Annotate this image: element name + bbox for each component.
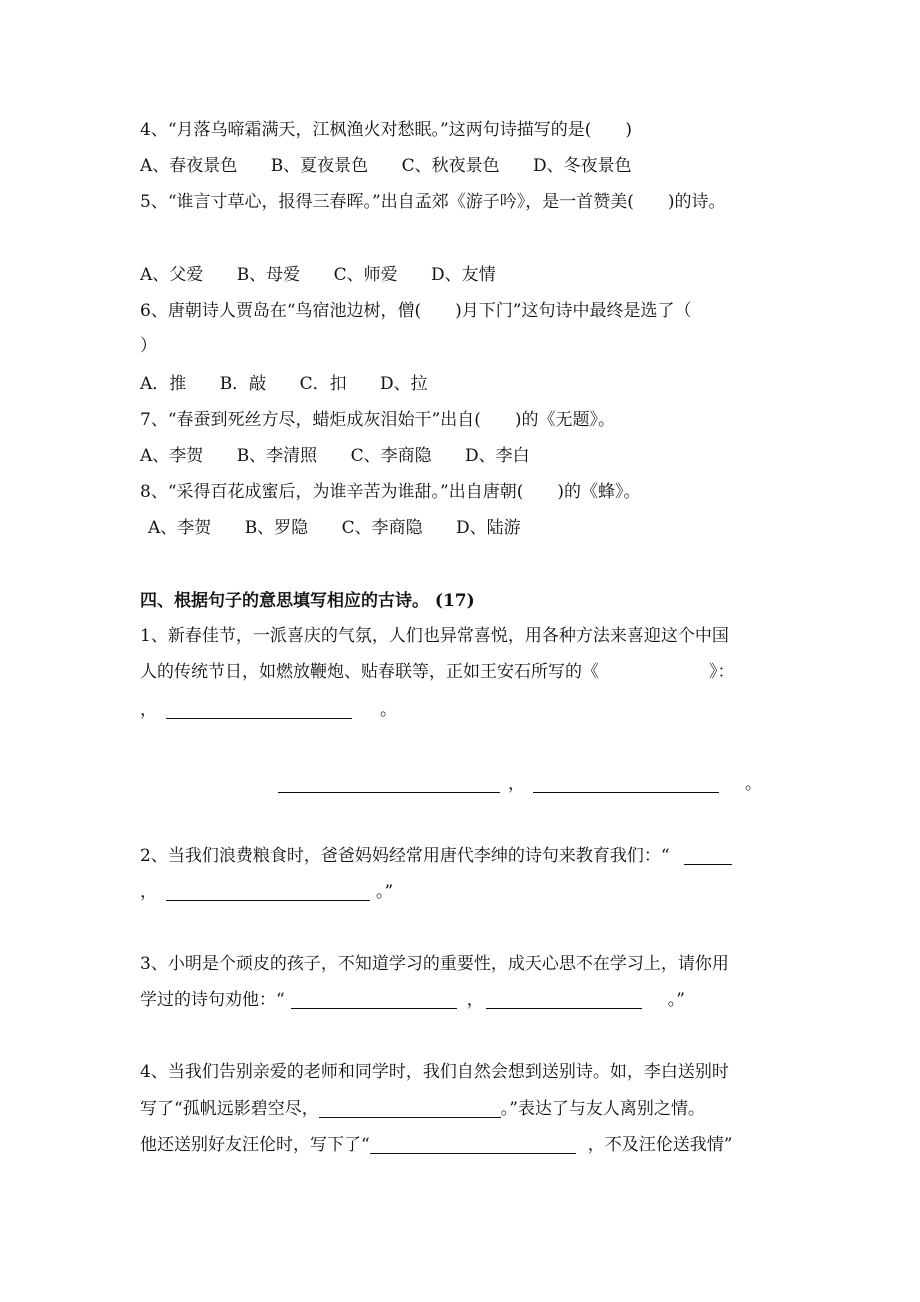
q4-option-d[interactable]: D、冬夜景色 [533,156,632,176]
s4-p2-text: 2、当我们浪费粮食时，爸爸妈妈经常用唐代李绅的诗句来教育我们：“ [140,846,670,866]
q5-option-b[interactable]: B、母爱 [236,265,301,285]
q6-option-a[interactable]: A．推 [140,374,187,394]
q6-option-d[interactable]: D、拉 [380,374,428,394]
q4-option-a[interactable]: A、春夜景色 [140,156,238,176]
q5-options [140,264,524,286]
p2-answer-blank-1[interactable] [684,846,732,865]
q7-option-a[interactable]: A、李贺 [140,446,204,466]
q6-option-b[interactable]: B．敲 [219,374,267,394]
q5-option-d[interactable]: D、友情 [431,265,496,285]
s4-p4-text-c: 他还送别好友汪伦时，写下了“ [140,1135,370,1155]
s4-p2-end: 。” [376,882,394,902]
p2-answer-blank-2[interactable] [166,882,370,901]
s4-p3-text: 学过的诗句劝他：“ [140,990,285,1010]
q5-option-a[interactable]: A、父爱 [140,265,204,285]
s4-p2-line2 [140,881,393,903]
p4-answer-blank-1[interactable] [319,1099,501,1118]
s4-p1-line2a: 人的传统节日，如燃放鞭炮、贴春联等，正如王安石所写的《 [140,662,599,682]
s4-p1-line2b: 》： [709,662,735,682]
p1-answer-blank-3[interactable] [533,774,719,793]
q8-stem: 8、“采得百花成蜜后，为谁辛苦为谁甜。”出自唐朝( )的《蜂》。 [140,482,641,502]
q8-options [148,517,549,539]
q6-option-c[interactable]: C．扣 [299,374,347,394]
p3-answer-blank-2[interactable] [486,990,642,1009]
q7-options [140,445,558,467]
s4-p3-line2 [140,989,685,1011]
s4-p4-text-d: ，不及汪伦送我情” [587,1135,733,1155]
s4-p1-line2 [140,661,735,683]
s4-p2-line1 [140,845,732,867]
s4-p3-line1: 3、小明是个顽皮的孩子，不知道学习的重要性，成天心思不在学习上，请你用 [140,954,729,974]
q8-option-a[interactable]: A、李贺 [148,518,212,538]
comma: ， [508,774,525,794]
p1-answer-blank-1[interactable] [166,700,352,719]
p4-answer-blank-2[interactable] [370,1135,576,1154]
q4-stem: 4、“月落乌啼霜满天，江枫渔火对愁眠。”这两句诗描写的是( ) [140,120,632,140]
s4-p4-line2 [140,1098,705,1120]
period: 。 [380,700,397,720]
q6-stem-cont: ） [140,336,157,356]
q8-option-c[interactable]: C、李商隐 [341,518,423,538]
q8-option-d[interactable]: D、陆游 [456,518,521,538]
q7-option-b[interactable]: B、李清照 [236,446,318,466]
s4-p4-line3 [140,1134,732,1156]
q6-options [140,373,456,395]
comma: ， [140,882,157,902]
q8-option-b[interactable]: B、罗隐 [244,518,309,538]
q5-option-c[interactable]: C、师爱 [333,265,398,285]
period: 。 [745,774,762,794]
comma: ， [466,990,484,1010]
comma: ， [140,700,157,720]
s4-p4-text-a: 写了“孤帆远影碧空尽， [140,1099,319,1119]
q7-stem: 7、“春蚕到死丝方尽，蜡炬成灰泪始干”出自( )的《无题》。 [140,410,615,430]
s4-p1-line1: 1、新春佳节，一派喜庆的气氛，人们也异常喜悦，用各种方法来喜迎这个中国 [140,626,729,646]
q7-option-d[interactable]: D、李白 [465,446,530,466]
q6-stem: 6、唐朝诗人贾岛在“鸟宿池边树，僧( )月下门”这句诗中最终是选了（ [140,301,692,321]
s4-p4-line1: 4、当我们告别亲爱的老师和同学时，我们自然会想到送别诗。如，李白送别时 [140,1062,729,1082]
s4-p1-line3 [140,699,397,721]
s4-p3-end: 。” [667,990,685,1010]
q4-option-b[interactable]: B、夏夜景色 [270,156,369,176]
q4-options [140,155,660,177]
q4-option-c[interactable]: C、秋夜景色 [401,156,500,176]
section4-title: 四、根据句子的意思填写相应的古诗。 (17) [140,591,475,611]
q5-stem: 5、“谁言寸草心，报得三春晖。”出自孟郊《游子吟》，是一首赞美( )的诗。 [140,192,726,212]
s4-p1-line4 [278,773,762,795]
s4-p4-text-b: 。”表达了与友人离别之情。 [500,1099,705,1119]
q7-option-c[interactable]: C、李商隐 [350,446,432,466]
p3-answer-blank-1[interactable] [291,990,457,1009]
p1-answer-blank-2[interactable] [278,774,500,793]
